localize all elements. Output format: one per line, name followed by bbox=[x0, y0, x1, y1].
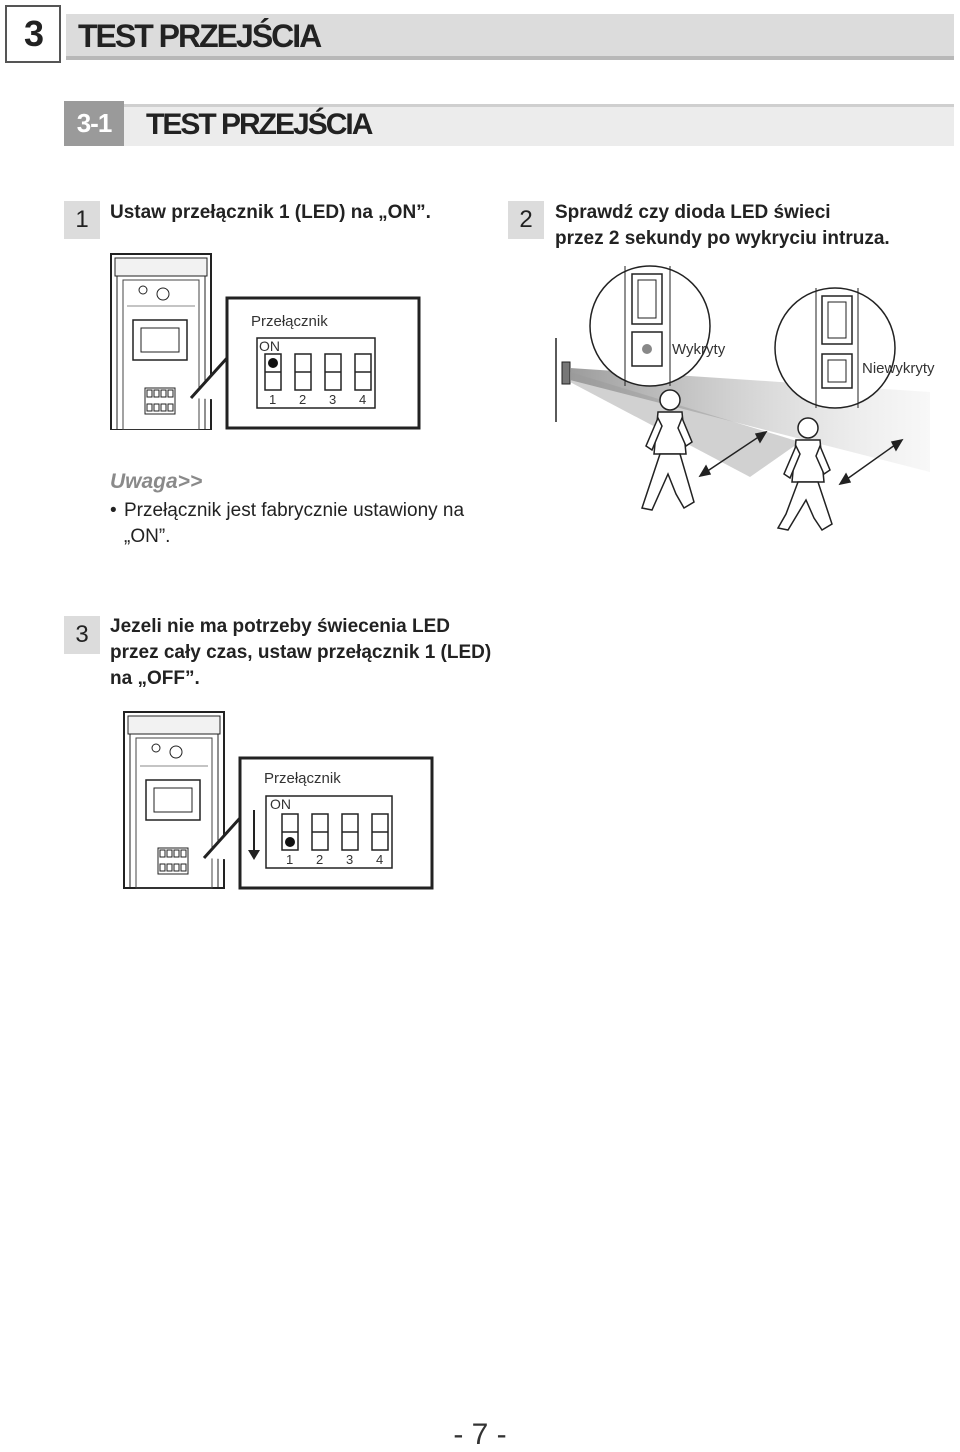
step-3-text bbox=[110, 614, 491, 692]
step-1-line-1: Ustaw przełącznik 1 (LED) na „ON”. bbox=[110, 202, 431, 223]
figure-3-num-2: 2 bbox=[316, 852, 324, 867]
step-3-line-3: na „OFF”. bbox=[110, 668, 200, 689]
figure-1-num-4: 4 bbox=[359, 392, 367, 407]
figure-3-switch-label: Przełącznik bbox=[264, 770, 341, 787]
figure-1-num-1: 1 bbox=[269, 392, 277, 407]
led-lit-icon bbox=[642, 344, 652, 354]
subsection-number: 3-1 bbox=[64, 101, 124, 146]
note-bullet: • bbox=[110, 500, 117, 521]
figure-2-detection bbox=[550, 262, 950, 542]
figure-3-num-3: 3 bbox=[346, 852, 354, 867]
step-2-line-2: przez 2 sekundy po wykryciu intruza. bbox=[555, 228, 890, 249]
step-3-number: 3 bbox=[64, 616, 100, 654]
note-body: Przełącznik jest fabrycznie ustawiony na „ON”. bbox=[124, 500, 465, 547]
figure-1-num-3: 3 bbox=[329, 392, 337, 407]
section-number: 3 bbox=[5, 5, 61, 63]
figure-3-on-label: ON bbox=[270, 796, 291, 812]
step-3-line-2: przez cały czas, ustaw przełącznik 1 (LED) bbox=[110, 642, 492, 663]
figure-1-switch-1-knob bbox=[268, 358, 278, 368]
figure-1-switch-on bbox=[105, 250, 425, 430]
page-number: - 7 - bbox=[453, 1418, 507, 1451]
note-text bbox=[110, 498, 490, 550]
figure-3-switch-off bbox=[118, 708, 438, 890]
figure-1-on-label: ON bbox=[259, 338, 280, 354]
figure-1-num-2: 2 bbox=[299, 392, 307, 407]
step-1-text bbox=[110, 200, 431, 226]
figure-3-switch-1-knob bbox=[285, 837, 295, 847]
step-2-line-1: Sprawdź czy dioda LED świeci bbox=[555, 202, 831, 223]
step-2-text bbox=[555, 200, 890, 252]
figure-2-detected-label: Wykryty bbox=[672, 341, 726, 358]
figure-2-not-detected-label: Niewykryty bbox=[862, 360, 935, 377]
step-2-number: 2 bbox=[508, 201, 544, 239]
subsection-title: TEST PRZEJŚCIA bbox=[146, 108, 372, 141]
section-title: TEST PRZEJŚCIA bbox=[78, 18, 321, 54]
step-3-line-1: Jezeli nie ma potrzeby świecenia LED bbox=[110, 616, 451, 637]
figure-1-switch-label: Przełącznik bbox=[251, 313, 328, 330]
figure-3-num-1: 1 bbox=[286, 852, 294, 867]
figure-3-num-4: 4 bbox=[376, 852, 384, 867]
note-title: Uwaga>> bbox=[110, 470, 203, 493]
step-1-number: 1 bbox=[64, 201, 100, 239]
